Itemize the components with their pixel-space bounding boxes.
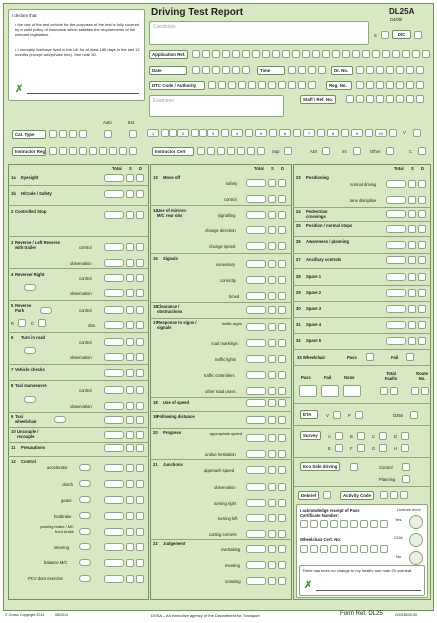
eco-checkbox[interactable]: [350, 463, 358, 471]
receipt-box: I acknowledge receipt of Pass Certificate Number: Licence rec'd Yes COA No Wheelchair Cert. No: There has been no change to my health: see note 29 overleaf. ✗: [296, 504, 428, 598]
application-ref-label: Application Ref.: [149, 50, 188, 59]
dr-no-boxes[interactable]: [356, 66, 432, 75]
examiner-box[interactable]: [149, 95, 284, 117]
col2-s-header: S: [271, 166, 274, 171]
pass-box[interactable]: [299, 385, 317, 397]
ext-label: Ext: [128, 120, 135, 125]
date-boxes[interactable]: [192, 66, 254, 75]
footer-code: D001B000-00: [395, 613, 418, 617]
eta-p-checkbox[interactable]: [355, 411, 363, 419]
reg-no-label: Reg. No.: [326, 81, 352, 90]
declaration-bullet-1: • the use of the test vehicle for the purposes of the test is fully covered by a valid policy of insurance which satisfies the requirements of the relevant legislation.: [15, 22, 140, 37]
receipt-check-coa[interactable]: [409, 533, 423, 547]
cat-type-boxes[interactable]: [49, 130, 144, 139]
fail-box[interactable]: [321, 385, 339, 397]
declaration-box: [8, 9, 145, 101]
col2-d-header: D: [281, 166, 285, 171]
date-label: Date: [149, 66, 187, 75]
check-icon: ✗: [15, 84, 24, 95]
application-ref-boxes[interactable]: [192, 50, 432, 59]
int-label: Int: [342, 149, 347, 154]
signature-line: [27, 93, 139, 94]
eta-v-checkbox[interactable]: [333, 411, 341, 419]
staff-ref-label: Staff / Ref. No.: [300, 95, 336, 104]
form-sheet: I declare that: • the use of the test vehicle for the purposes of the test is fully covered by a valid policy of insurance which satisfies the requirements of the relevant legislation. • I normally live/have lived in the UK for at least 185 days in the last 12 months (except taxi/private hire). See note 30. ✗ Driving Test Report DL25A D4/08/ Candidate S D/C Application Ref. Date Time Dr. No. DTC Code / Authority Reg. No. Examiner Staff / Ref. No. Auto Ext Cat. Type 1 2 3 4 5 6 7 8 9 10 V Instructor Reg Instructor Cert Sup ADI Int Other C Total S D 1a Eyesight 1b H/Code / Safety 2 Controlled Stop 3 Reverse / Left Reverse with trailer control observation 4 Reverse/ Right control observation 5 Reverse Park R C control obs. 6 Turn in road control observation 7 Vehicle checks 8 Taxi manoeuvre control observation 9 Taxi wheelchair 10 Uncouple / recouple 11 Precautions 12 Control accelerator clutch gears footbrake parking brake / MC front brake steering balance M/C PCV door exercise Total S D 13 Move off safety control 14 Use of mirrors- M/C rear obs signalling change direction change speed 15 Signals necessary correctly timed 16 Clearance / obstructions 17 Response to signs / signals traffic signs road markings traffic lights traffic controllers other road users 18 Use of speed 19 Following distance 20 Progress appropriate speed undue hesitation 21 Junctions approach speed observation turning right turning left cutting corners 22 Judgement overtaking meeting crossing Total S D 23 Positioning normal driving lane discipline 24 Pedestrian crossings 25 Position / normal stops 26 Awareness / planning 27 Ancillary controls 28 Spare 1 29 Spare 2 30 Spare 3 31 Spare 4 32 Spare 5 33 Wheelchair Pass Fail Pass Fail None Total Faults Route No. ETA V P D255 Survey A B C D E F G H Eco Safe driving Control Planning Debrief Activity Code I acknowledge receipt of Pass Certificate Number: Licence rec'd Yes COA No Wheelchair Cert. No: There has been no change to my health: see note 29 overleaf. ✗: [3, 3, 434, 611]
adi-label: ADI: [310, 149, 317, 154]
dtc-code-boxes[interactable]: [208, 81, 320, 90]
health-check-icon: ✗: [304, 580, 313, 591]
pass-cert-boxes[interactable]: [300, 520, 390, 529]
candidate-label: Candidate: [153, 24, 176, 30]
time-label: Time: [257, 66, 285, 75]
footer-date: 08/2014: [55, 613, 68, 617]
col1-total-header: Total: [112, 166, 122, 171]
auto-label: Auto: [103, 120, 112, 125]
s-label: S: [374, 33, 377, 38]
receipt-check-yes[interactable]: [409, 515, 423, 529]
health-signature-line: [316, 590, 421, 591]
s-checkbox[interactable]: [381, 31, 389, 39]
wheelchair-fail-checkbox[interactable]: [406, 353, 414, 361]
c-label: C: [409, 149, 413, 154]
route-numbers[interactable]: 1 2 3 4 5 6 7 8 9 10 V: [147, 129, 429, 139]
sup-label: Sup: [272, 149, 280, 154]
time-boxes[interactable]: [288, 66, 328, 75]
examiner-label: Examiner: [153, 98, 175, 104]
col3-d-header: D: [421, 166, 425, 171]
other-label: Other: [370, 149, 381, 154]
receipt-check-no[interactable]: [409, 551, 423, 565]
staff-ref-boxes[interactable]: [346, 95, 432, 104]
instructor-cert-label: Instructor Cert: [152, 147, 194, 156]
candidate-box[interactable]: [149, 21, 369, 45]
none-box[interactable]: [343, 385, 361, 397]
instructor-cert-boxes[interactable]: [197, 147, 267, 156]
debrief-checkbox[interactable]: [323, 491, 331, 499]
dc-label: D/C: [392, 30, 411, 39]
reg-no-boxes[interactable]: [356, 81, 432, 90]
declaration-bullet-2: • I normally live/have lived in the UK for at least 185 days in the last 12 months (except taxi/private hire). See note 30.: [15, 47, 140, 57]
form-version: D4/08/: [390, 17, 403, 22]
dr-no-label: Dr. No.: [331, 66, 353, 75]
col3-s-header: S: [411, 166, 414, 171]
c-checkbox[interactable]: [418, 147, 426, 155]
d255-checkbox[interactable]: [410, 411, 418, 419]
instructor-reg-boxes[interactable]: [49, 147, 149, 156]
dtc-code-label: DTC Code / Authority: [149, 81, 205, 90]
instructor-reg-label: Instructor Reg: [12, 147, 46, 156]
adi-checkbox[interactable]: [322, 147, 330, 155]
footer-agency: DVSA – An executive agency of the Department for Transport: [151, 613, 260, 618]
wheelchair-cert-boxes[interactable]: [300, 545, 390, 554]
item-1b-total[interactable]: [104, 190, 124, 198]
int-checkbox[interactable]: [353, 147, 361, 155]
col1-s-header: S: [129, 166, 132, 171]
eco-planning-checkbox[interactable]: [402, 475, 410, 483]
wheelchair-pass-checkbox[interactable]: [366, 353, 374, 361]
cat-type-label: Cat. Type: [12, 130, 46, 139]
page-title: Driving Test Report: [151, 7, 244, 18]
sup-checkbox[interactable]: [284, 147, 292, 155]
footer-copyright: © Crown Copyright 2014: [5, 613, 45, 617]
col3-total-header: Total: [394, 166, 404, 171]
footer-form-ref: Form Ref. DL25: [340, 611, 383, 617]
dc-checkbox[interactable]: [414, 31, 422, 39]
declaration-intro: I declare that:: [12, 13, 38, 18]
col2-total-header: Total: [254, 166, 264, 171]
col1-d-header: D: [139, 166, 143, 171]
form-code: DL25A: [389, 7, 415, 16]
eco-control-checkbox[interactable]: [402, 463, 410, 471]
other-checkbox[interactable]: [386, 147, 394, 155]
health-statement-box: There has been no change to my health: see note 29 overleaf. ✗: [299, 565, 425, 596]
item-1a-total[interactable]: [104, 174, 124, 182]
